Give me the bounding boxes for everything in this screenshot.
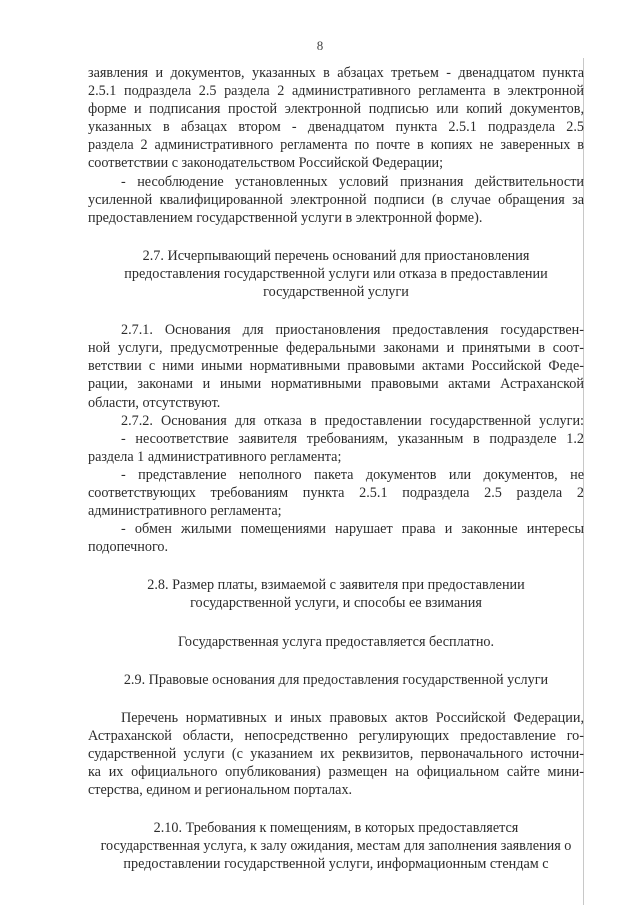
text-line: подопечного. xyxy=(88,539,169,556)
text-line: соответствии с законодательством Российской Федерации; xyxy=(88,155,444,172)
text-line: предоставлением государственной услуги в электронной форме). xyxy=(88,209,483,226)
text-line: стерства, едином и региональном порталах. xyxy=(88,782,353,799)
text-line: - обмен жилыми помещениями нарушает права и законные интересы xyxy=(121,521,584,538)
heading-line: государственной услуги, и способы ее взимания xyxy=(190,595,482,612)
text-line: 2.7.1. Основания для приостановления предоставления государствен- xyxy=(121,322,584,339)
text-line: 2.5.1 подраздела 2.5 раздела 2 административного регламента в электронной xyxy=(88,83,584,100)
text-line: Перечень нормативных и иных правовых актов Российской Федерации, xyxy=(121,709,584,726)
paragraph-continuation xyxy=(88,64,584,227)
text-line: Астраханской области, непосредственно регулирующих предоставление го- xyxy=(88,727,584,744)
section-body-2-7 xyxy=(88,321,584,556)
heading-line: предоставлении государственной услуги, информационным стендам с xyxy=(123,856,549,873)
free-service-text: Государственная услуга предоставляется бесплатно. xyxy=(177,633,495,650)
text-line: административного регламента; xyxy=(88,503,282,520)
heading-line: 2.8. Размер платы, взимаемой с заявителя при предоставлении xyxy=(147,577,525,594)
text-line: форме и подписания простой электронной подписью или копий документов, xyxy=(88,101,584,118)
text-line: 2.7.2. Основания для отказа в предоставлении государственной услуги: xyxy=(121,412,584,429)
text-line: указанных в абзацах втором - двенадцатом пункта 2.5.1 подраздела 2.5 xyxy=(88,119,584,136)
text-line: раздела 1 административного регламента; xyxy=(88,448,342,465)
section-heading-2-8 xyxy=(88,576,584,612)
text-line: усиленной квалифицированной электронной подписи (в случае обращения за xyxy=(88,191,584,208)
text-line: соответствующих требованиям пункта 2.5.1 подраздела 2.5 раздела 2 xyxy=(88,484,584,501)
text-line: ка их официального опубликования) размещен на официальном сайте мини- xyxy=(88,764,584,780)
heading-line: государственная услуга, к залу ожидания, местам для заполнения заявления о xyxy=(100,838,572,855)
section-heading-2-7 xyxy=(88,247,584,301)
text-line: области, отсутствуют. xyxy=(88,394,221,411)
heading-line: предоставления государственной услуги или отказа в предоставлении xyxy=(124,265,548,282)
text-line: ветствии с ними иными нормативными правовыми актами Российской Феде- xyxy=(88,358,584,375)
text-line: раздела 2 административного регламента по почте в копиях не заверенных в xyxy=(88,137,584,154)
page-number: 8 xyxy=(316,38,324,53)
heading-line: государственной услуги xyxy=(263,284,409,301)
text-line: - представление неполного пакета документов или документов, не xyxy=(121,466,584,483)
section-heading-2-10 xyxy=(88,819,584,873)
text-line: заявления и документов, указанных в абзацах третьем - двенадцатом пункта xyxy=(88,65,584,81)
section-body-2-9 xyxy=(88,709,584,799)
text-line: рации, законами и иными нормативными правовыми актами Астраханской xyxy=(88,376,584,393)
heading-line: 2.7. Исчерпывающий перечень оснований для приостановления xyxy=(142,247,530,264)
heading-line: 2.10. Требования к помещениям, в которых предоставляется xyxy=(153,820,519,837)
text-line: - несоответствие заявителя требованиям, указанным в подразделе 1.2 xyxy=(121,430,584,447)
text-line: - несоблюдение установленных условий признания действительности xyxy=(121,173,584,190)
text-line: сударственной услуги (с указанием их реквизитов, первоначального источни- xyxy=(88,745,584,762)
document-body xyxy=(88,64,584,873)
text-line: ной услуги, предусмотренные федеральными законами и принятыми в соот- xyxy=(88,340,584,357)
section-heading-2-9: 2.9. Правовые основания для предоставления государственной услуги xyxy=(123,671,549,688)
